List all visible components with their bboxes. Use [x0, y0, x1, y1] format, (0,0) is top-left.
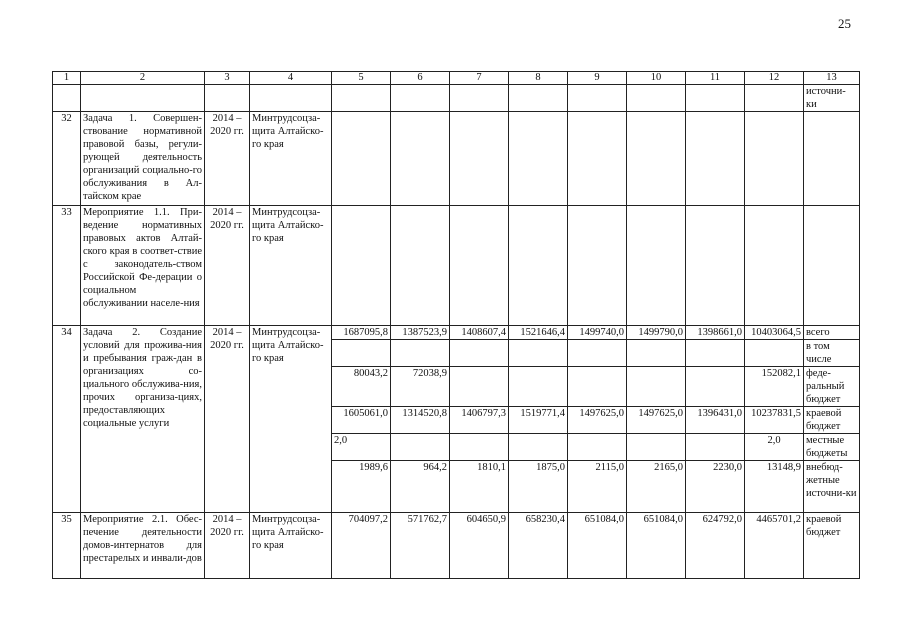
value-cell: 964,2	[391, 461, 450, 513]
col-header: 8	[509, 72, 568, 85]
table-row-continuation	[53, 85, 860, 112]
row-number: 32	[53, 112, 81, 206]
value-cell: 1521646,4	[509, 326, 568, 340]
value-cell: 152082,1	[745, 367, 804, 407]
value-cell: 1497625,0	[627, 407, 686, 434]
executor: Минтрудсоцза-щита Алтайско-го края	[250, 206, 332, 326]
value-cell: 72038,9	[391, 367, 450, 407]
value-cell: 1497625,0	[568, 407, 627, 434]
value-cell: 1387523,9	[391, 326, 450, 340]
period: 2014 – 2020 гг.	[205, 206, 250, 326]
period: 2014 – 2020 гг.	[205, 112, 250, 206]
value-cell: 1989,6	[332, 461, 391, 513]
col-header: 11	[686, 72, 745, 85]
col-header: 6	[391, 72, 450, 85]
value-cell: 80043,2	[332, 367, 391, 407]
value-cell: 4465701,2	[745, 513, 804, 579]
program-table	[52, 71, 860, 579]
value-cell: 13148,9	[745, 461, 804, 513]
funding-source: источни- ки	[804, 85, 860, 112]
col-header: 10	[627, 72, 686, 85]
value-cell: 2,0	[745, 434, 804, 461]
col-header: 1	[53, 72, 81, 85]
value-cell: 2115,0	[568, 461, 627, 513]
funding-source: краевой бюджет	[804, 513, 860, 579]
col-header: 12	[745, 72, 804, 85]
value-cell: 651084,0	[568, 513, 627, 579]
value-cell: 658230,4	[509, 513, 568, 579]
value-cell: 1398661,0	[686, 326, 745, 340]
executor: Минтрудсоцза-щита Алтайско-го края	[250, 326, 332, 513]
value-cell: 1499740,0	[568, 326, 627, 340]
value-cell: 604650,9	[450, 513, 509, 579]
table-row-35	[53, 513, 860, 579]
table-row-33	[53, 206, 860, 326]
value-cell: 624792,0	[686, 513, 745, 579]
value-cell: 2,0	[332, 434, 391, 461]
period: 2014 – 2020 гг.	[205, 513, 250, 579]
row-number: 35	[53, 513, 81, 579]
value-cell: 2230,0	[686, 461, 745, 513]
funding-source: феде-ральный бюджет	[804, 367, 860, 407]
value-cell: 10237831,5	[745, 407, 804, 434]
col-header: 13	[804, 72, 860, 85]
col-header: 9	[568, 72, 627, 85]
col-header: 2	[81, 72, 205, 85]
value-cell: 2165,0	[627, 461, 686, 513]
task-name: Задача 2. Создание условий для прожива-ния и пребывания граж-дан в организациях со-циального обслужива-ния, прочих организа-циях, предоставляющих социальные услуги	[81, 326, 205, 513]
row-number: 33	[53, 206, 81, 326]
col-header: 7	[450, 72, 509, 85]
period: 2014 – 2020 гг.	[205, 326, 250, 513]
task-name: Мероприятие 2.1. Обес-печение деятельности домов-интернатов для престарелых и инвали-дов	[81, 513, 205, 579]
col-header: 4	[250, 72, 332, 85]
funding-source: местные бюджеты	[804, 434, 860, 461]
page-number: 25	[838, 16, 851, 31]
value-cell: 1687095,8	[332, 326, 391, 340]
value-cell: 651084,0	[627, 513, 686, 579]
value-cell: 1875,0	[509, 461, 568, 513]
executor: Минтрудсоцза-щита Алтайско-го края	[250, 112, 332, 206]
task-name: Задача 1. Совершен-ствование нормативной правовой базы, регули-рующей деятельность организаций социально-го обслуживания в Ал-тайском крае	[81, 112, 205, 206]
table-row-34-total	[53, 326, 860, 340]
col-header: 3	[205, 72, 250, 85]
value-cell: 1519771,4	[509, 407, 568, 434]
value-cell: 1810,1	[450, 461, 509, 513]
value-cell: 571762,7	[391, 513, 450, 579]
funding-source: внебюд-жетные источни-ки	[804, 461, 860, 513]
value-cell: 1605061,0	[332, 407, 391, 434]
funding-source: краевой бюджет	[804, 407, 860, 434]
col-header: 5	[332, 72, 391, 85]
funding-source: всего	[804, 326, 860, 340]
table-row-32	[53, 112, 860, 206]
table-header	[53, 72, 860, 85]
executor: Минтрудсоцза-щита Алтайско-го края	[250, 513, 332, 579]
value-cell: 1314520,8	[391, 407, 450, 434]
funding-source: в том числе	[804, 340, 860, 367]
row-number: 34	[53, 326, 81, 513]
value-cell: 1396431,0	[686, 407, 745, 434]
value-cell: 1499790,0	[627, 326, 686, 340]
value-cell: 10403064,5	[745, 326, 804, 340]
value-cell: 704097,2	[332, 513, 391, 579]
task-name: Мероприятие 1.1. При-ведение нормативных правовых актов Алтай-ского края в соответ-ствие с законодатель-ством Российской Фе-дерации о социальном обслуживании населе-ния	[81, 206, 205, 326]
value-cell: 1406797,3	[450, 407, 509, 434]
value-cell: 1408607,4	[450, 326, 509, 340]
